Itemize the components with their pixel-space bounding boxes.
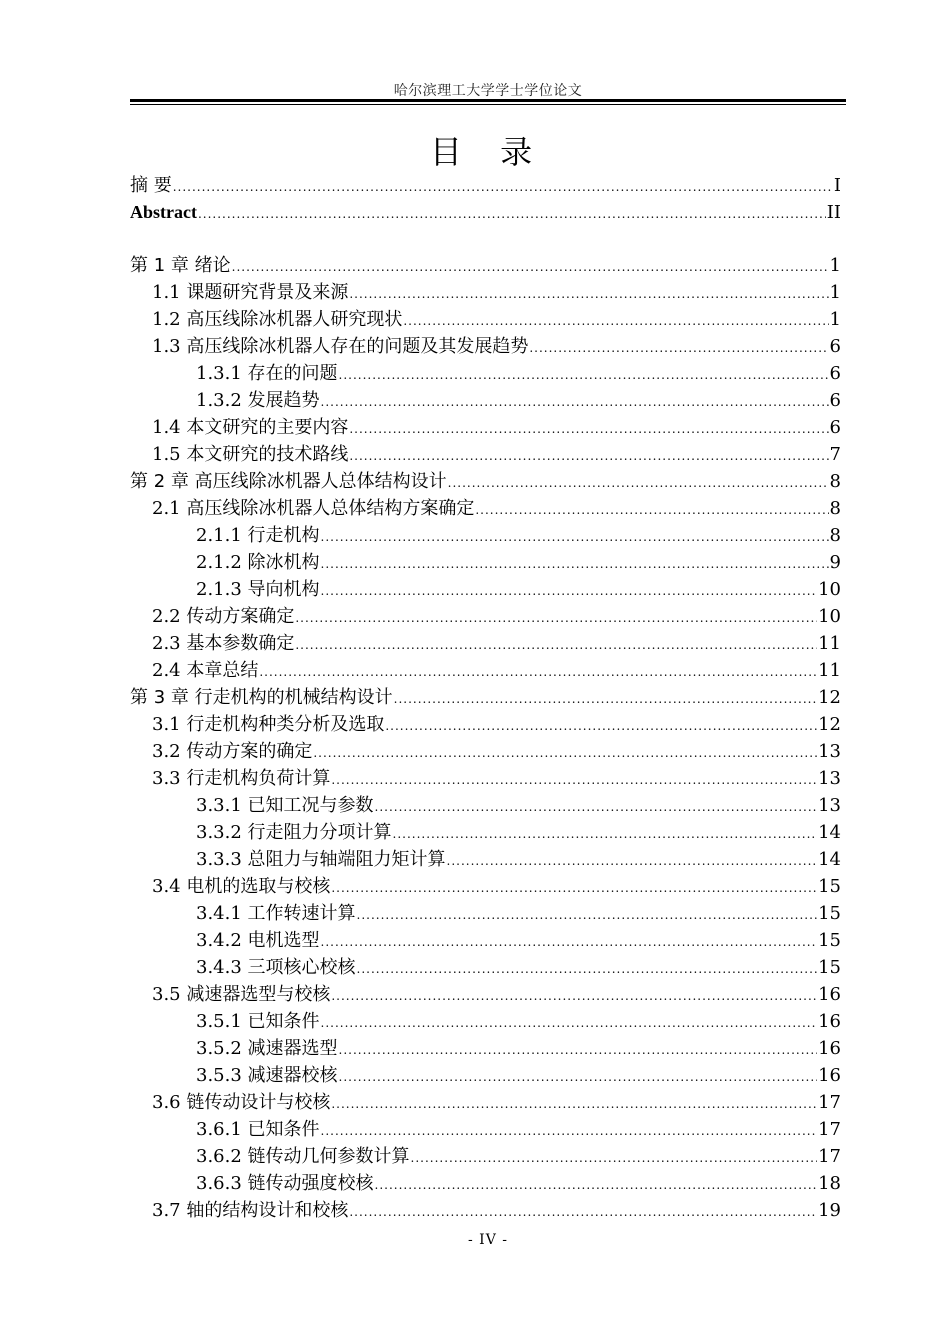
- toc-entry[interactable]: [130, 981, 841, 1008]
- toc-entry-page: 13: [818, 741, 841, 762]
- toc-dot-leader: [232, 254, 829, 281]
- toc-entry-page: 1: [829, 282, 841, 303]
- toc-entry[interactable]: [130, 819, 841, 846]
- toc-entry-label: 2.1 高压线除冰机器人总体结构方案确定: [152, 498, 475, 519]
- toc-entry-page: 13: [818, 795, 841, 816]
- toc-dot-leader: [403, 308, 828, 335]
- toc-entry-label: 3.5.3 减速器校核: [196, 1065, 338, 1086]
- toc-dot-leader: [331, 875, 817, 902]
- toc-dot-leader: [447, 848, 818, 875]
- toc-dot-leader: [357, 902, 818, 929]
- toc-entry-page: 11: [818, 660, 841, 681]
- toc-entry[interactable]: [130, 549, 841, 576]
- toc-dot-leader: [259, 659, 817, 686]
- toc-dot-leader: [331, 983, 817, 1010]
- toc-entry[interactable]: [130, 333, 841, 360]
- toc-entry-page: 1: [829, 309, 841, 330]
- toc-entry[interactable]: [130, 846, 841, 873]
- toc-entry-label: 3.7 轴的结构设计和校核: [152, 1200, 349, 1221]
- toc-dot-leader: [321, 1118, 818, 1145]
- toc-entry-label: 1.3 高压线除冰机器人存在的问题及其发展趋势: [152, 336, 529, 357]
- toc-entry-label: 3.6.1 已知条件: [196, 1119, 320, 1140]
- toc-dot-leader: [339, 1064, 818, 1091]
- toc-entry-page: 15: [818, 903, 841, 924]
- toc-dot-leader: [339, 362, 829, 389]
- toc-entry[interactable]: [130, 1116, 841, 1143]
- toc-dot-leader: [393, 821, 818, 848]
- toc-entry-page: 14: [818, 822, 841, 843]
- toc-entry[interactable]: [130, 1197, 841, 1224]
- toc-entry[interactable]: [130, 657, 841, 684]
- toc-entry[interactable]: [130, 927, 841, 954]
- toc-entry-label: 第 1 章 绪论: [130, 255, 231, 276]
- toc-entry-label: 3.6 链传动设计与校核: [152, 1092, 331, 1113]
- toc-entry-page: 6: [829, 363, 841, 384]
- toc-entry-page: 13: [818, 768, 841, 789]
- toc-entry-label: 3.5.2 减速器选型: [196, 1038, 338, 1059]
- running-header: 哈尔滨理工大学学士学位论文: [393, 83, 583, 99]
- toc-dot-leader: [198, 201, 826, 228]
- toc-entry[interactable]: [130, 1143, 841, 1170]
- toc-entry-page: 17: [818, 1092, 841, 1113]
- toc-dot-leader: [475, 497, 828, 524]
- toc-entry-page: II: [826, 202, 841, 223]
- toc-entry-page: 11: [818, 633, 841, 654]
- toc-dot-leader: [173, 174, 833, 201]
- toc-entry-page: 10: [818, 606, 841, 627]
- toc-entry-label: 2.2 传动方案确定: [152, 606, 295, 627]
- toc-dot-leader: [321, 578, 818, 605]
- toc-entry-page: 8: [829, 525, 841, 546]
- toc-entry[interactable]: [130, 765, 841, 792]
- toc-dot-leader: [313, 740, 817, 767]
- toc-entry[interactable]: [130, 1008, 841, 1035]
- toc-entry[interactable]: [130, 954, 841, 981]
- toc-entry-label: 3.4.1 工作转速计算: [196, 903, 356, 924]
- toc-entry-page: 19: [818, 1200, 841, 1221]
- toc-entry-label: 第 3 章 行走机构的机械结构设计: [130, 687, 393, 708]
- toc-entry-label: 2.1.3 导向机构: [196, 579, 320, 600]
- toc-entry-page: 8: [829, 498, 841, 519]
- toc-entry[interactable]: [130, 495, 841, 522]
- toc-dot-leader: [529, 335, 828, 362]
- toc-dot-leader: [331, 1091, 817, 1118]
- toc-entry-label: 3.5.1 已知条件: [196, 1011, 320, 1032]
- toc-entry-page: 1: [829, 255, 841, 276]
- toc-entry-page: 16: [818, 1011, 841, 1032]
- toc-entry[interactable]: [130, 792, 841, 819]
- toc-entry-label: 3.4.3 三项核心校核: [196, 957, 356, 978]
- toc-entry-page: 15: [818, 876, 841, 897]
- toc-entry-page: 9: [829, 552, 841, 573]
- page-number: - IV -: [467, 1232, 508, 1248]
- toc-dot-leader: [331, 767, 817, 794]
- toc-dot-leader: [349, 1199, 817, 1226]
- toc-entry-label: 1.3.1 存在的问题: [196, 363, 338, 384]
- toc-entry-page: 7: [829, 444, 841, 465]
- toc-entry[interactable]: [130, 468, 841, 495]
- toc-entry-page: 10: [818, 579, 841, 600]
- toc-entry-label: 第 2 章 高压线除冰机器人总体结构设计: [130, 471, 447, 492]
- toc-entry-page: 16: [818, 1065, 841, 1086]
- toc-entry-page: 6: [829, 417, 841, 438]
- toc-dot-leader: [349, 443, 828, 470]
- toc-entry[interactable]: [130, 252, 841, 279]
- toc-entry[interactable]: [130, 576, 841, 603]
- toc-entry-label: 3.4.2 电机选型: [196, 930, 320, 951]
- toc-entry-page: 8: [829, 471, 841, 492]
- toc-entry[interactable]: [130, 1062, 841, 1089]
- toc-entry-label: 1.1 课题研究背景及来源: [152, 282, 349, 303]
- toc-dot-leader: [394, 686, 817, 713]
- toc-entry[interactable]: [130, 711, 841, 738]
- toc-entry-page: 12: [818, 714, 841, 735]
- toc-entry-label: 2.1.2 除冰机构: [196, 552, 320, 573]
- table-of-contents: [130, 172, 841, 1224]
- toc-entry-label: 3.3 行走机构负荷计算: [152, 768, 331, 789]
- toc-entry-page: 12: [818, 687, 841, 708]
- toc-dot-leader: [375, 794, 818, 821]
- toc-entry-page: 16: [818, 984, 841, 1005]
- toc-dot-leader: [321, 551, 829, 578]
- toc-entry[interactable]: [130, 1035, 841, 1062]
- toc-entry[interactable]: [130, 738, 841, 765]
- toc-entry[interactable]: [130, 360, 841, 387]
- toc-entry[interactable]: [130, 684, 841, 711]
- toc-entry[interactable]: [130, 414, 841, 441]
- toc-entry-label: 3.3.1 已知工况与参数: [196, 795, 374, 816]
- toc-entry-page: 6: [829, 390, 841, 411]
- toc-dot-leader: [321, 929, 818, 956]
- toc-entry[interactable]: [130, 172, 841, 199]
- toc-entry-page: 18: [818, 1173, 841, 1194]
- toc-entry[interactable]: [130, 900, 841, 927]
- toc-entry-label: 3.6.3 链传动强度校核: [196, 1173, 374, 1194]
- toc-entry-label: 3.5 减速器选型与校核: [152, 984, 331, 1005]
- toc-entry[interactable]: [130, 522, 841, 549]
- toc-entry-page: 14: [818, 849, 841, 870]
- toc-title: 目 录: [429, 133, 547, 171]
- toc-entry[interactable]: [130, 199, 841, 226]
- toc-entry-page: 17: [818, 1146, 841, 1167]
- header-rule-thick: [130, 99, 846, 102]
- toc-dot-leader: [295, 605, 817, 632]
- toc-entry-label: 3.1 行走机构种类分析及选取: [152, 714, 385, 735]
- toc-entry-label: 3.3.3 总阻力与轴端阻力矩计算: [196, 849, 446, 870]
- toc-entry-label: 摘 要: [130, 175, 172, 196]
- toc-entry[interactable]: [130, 279, 841, 306]
- toc-dot-leader: [349, 416, 828, 443]
- toc-dot-leader: [339, 1037, 818, 1064]
- toc-entry-label: 1.4 本文研究的主要内容: [152, 417, 349, 438]
- toc-entry[interactable]: [130, 873, 841, 900]
- toc-dot-leader: [357, 956, 818, 983]
- toc-entry[interactable]: [130, 306, 841, 333]
- header-rule-thin: [130, 104, 846, 105]
- toc-dot-leader: [295, 632, 817, 659]
- toc-dot-leader: [321, 1010, 818, 1037]
- toc-entry-page: 17: [818, 1119, 841, 1140]
- toc-entry[interactable]: [130, 603, 841, 630]
- toc-entry-label: Abstract: [130, 202, 197, 222]
- toc-entry-label: 3.6.2 链传动几何参数计算: [196, 1146, 410, 1167]
- toc-entry[interactable]: [130, 441, 841, 468]
- toc-entry-label: 1.5 本文研究的技术路线: [152, 444, 349, 465]
- toc-entry-label: 3.2 传动方案的确定: [152, 741, 313, 762]
- toc-entry-label: 2.1.1 行走机构: [196, 525, 320, 546]
- toc-entry-label: 1.2 高压线除冰机器人研究现状: [152, 309, 403, 330]
- toc-entry-label: 3.3.2 行走阻力分项计算: [196, 822, 392, 843]
- toc-entry[interactable]: [130, 630, 841, 657]
- toc-entry-page: I: [833, 175, 841, 196]
- toc-entry-label: 2.4 本章总结: [152, 660, 259, 681]
- toc-entry-label: 1.3.2 发展趋势: [196, 390, 320, 411]
- toc-entry[interactable]: [130, 1089, 841, 1116]
- toc-entry-page: 15: [818, 930, 841, 951]
- toc-entry[interactable]: [130, 1170, 841, 1197]
- toc-entry-page: 15: [818, 957, 841, 978]
- toc-entry-page: 6: [829, 336, 841, 357]
- toc-entry-label: 3.4 电机的选取与校核: [152, 876, 331, 897]
- toc-entry-label: 2.3 基本参数确定: [152, 633, 295, 654]
- toc-dot-leader: [411, 1145, 818, 1172]
- toc-dot-leader: [385, 713, 817, 740]
- toc-entry-page: 16: [818, 1038, 841, 1059]
- toc-entry[interactable]: [130, 387, 841, 414]
- toc-dot-leader: [375, 1172, 818, 1199]
- toc-dot-leader: [448, 470, 829, 497]
- toc-dot-leader: [349, 281, 828, 308]
- toc-dot-leader: [321, 524, 829, 551]
- toc-dot-leader: [321, 389, 829, 416]
